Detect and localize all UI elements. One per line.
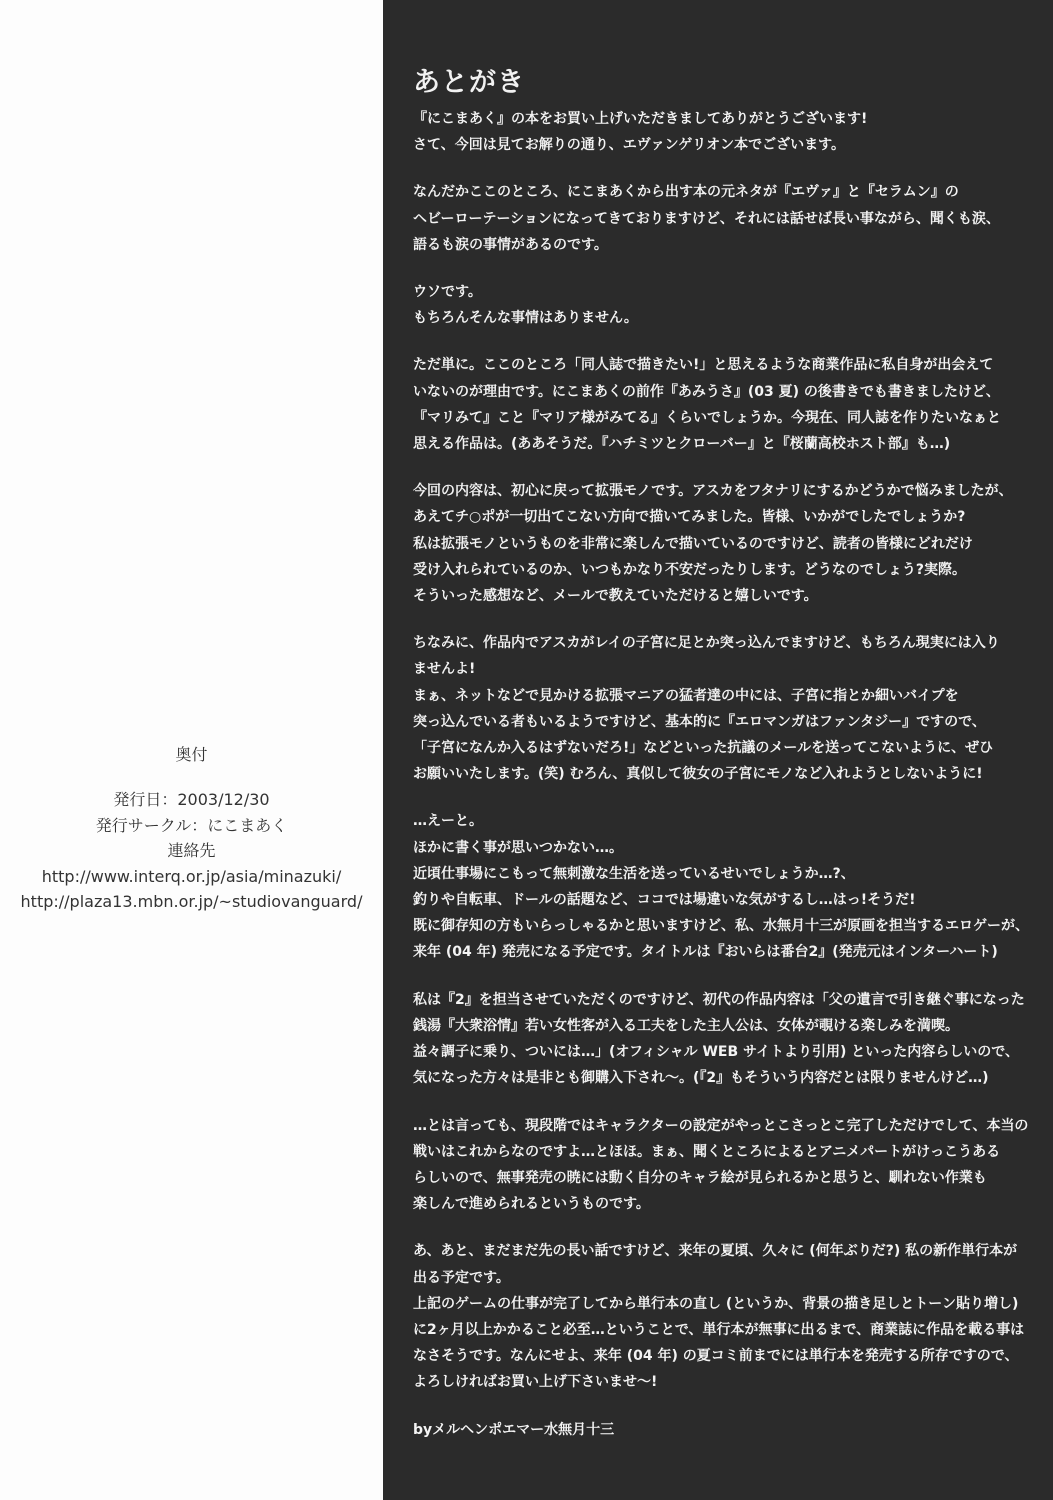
afterword-page (383, 0, 1053, 1500)
paragraph (413, 279, 1053, 331)
text-line: あえてチ○ポが一切出てこない方向で描いてみました。皆様、いかがでしたでしょうか? (413, 509, 966, 526)
paragraph (413, 1238, 1053, 1395)
text-line: 『マリみて』こと『マリア様がみてる』くらいでしょうか。今現在、同人誌を作りたいなぁと (413, 409, 1001, 426)
text-line: 気になった方々は是非とも御購入下され〜。(『2』もそういう内容だとは限りませんけど…) (413, 1070, 989, 1087)
text-line: いないのが理由です。にこまあくの前作『あみうさ』(03 夏) の後書きでも書きましたけど、 (413, 383, 1000, 400)
text-line: よろしければお買い上げ下さいませ〜! (413, 1374, 658, 1391)
paragraph (413, 1113, 1053, 1218)
contact-url: http://plaza13.mbn.or.jp/~studiovanguard/ (20, 892, 363, 911)
text-line: ただ単に。ここのところ「同人誌で描きたい!」と思えるような商業作品に私自身が出会えて (413, 357, 994, 374)
text-line: 受け入れられているのか、いつもかなり不安だったりします。どうなのでしょう?実際。 (413, 561, 966, 578)
text-line: まぁ、ネットなどで見かける拡張マニアの猛者達の中には、子宮に指とか細いバイプを (413, 687, 959, 704)
text-line: 近頃仕事場にこもって無刺激な生活を送っているせいでしょうか…?、 (413, 865, 855, 882)
afterword-body (413, 106, 1053, 1464)
text-line: 上記のゲームの仕事が完了してから単行本の直し (というか、背景の描き足しとトーン貼り増し) (413, 1295, 1019, 1312)
contact-url: http://www.interq.or.jp/asia/minazuki/ (41, 866, 342, 886)
text-line: …とは言っても、現段階ではキャラクターの設定がやっとこさっとこ完了しただけでして、本当の (413, 1117, 1029, 1134)
contact-label: 連絡先 (167, 841, 216, 860)
text-line: らしいので、無事発売の暁には動く自分のキャラ絵が見られるかと思うと、馴れない作業も (413, 1169, 987, 1186)
text-line: ほかに書く事が思いつかない…。 (413, 839, 623, 856)
text-line: ヘビーローテーションになってきておりますけど、それには話せば長い事ながら、聞くも涙、 (413, 210, 1000, 227)
afterword-title: あとがき (413, 67, 525, 98)
text-line: ウソです。 (413, 284, 482, 301)
text-line: あ、あと、まだまだ先の長い話ですけど、来年の夏頃、久々に (何年ぶりだ?) 私の新作単行本が (413, 1243, 1018, 1260)
text-line: さて、今回は見てお解りの通り、エヴァンゲリオン本でございます。 (413, 137, 846, 154)
text-line: 私は拡張モノというものを非常に楽しんで描いているのですけど、読者の皆様にどれだけ (413, 535, 973, 552)
text-line: もちろんそんな事情はありません。 (413, 310, 638, 327)
paragraph (413, 179, 1053, 258)
text-line: 今回の内容は、初心に戻って拡張モノです。アスカをフタナリにするかどうかで悩みましたが、 (413, 483, 1013, 500)
text-line: 思える作品は。(ああそうだ。『ハチミツとクローバー』と『桜蘭高校ホスト部』も…) (413, 436, 951, 453)
text-line: お願いいたします。(笑) むろん、真似して彼女の子宮にモノなど入れようとしないように! (413, 766, 983, 783)
publishing-circle: 発行サークル：にこまあく (95, 815, 288, 835)
paragraph (413, 478, 1053, 609)
signature: byメルヘンポエマー水無月十三 (413, 1421, 615, 1438)
text-line: そういった感想など、メールで教えていただけると嬉しいです。 (413, 588, 818, 605)
paragraph (413, 808, 1053, 965)
text-line: 戦いはこれからなのですよ…とほほ。まぁ、聞くところによるとアニメパートがけっこうある (413, 1143, 1001, 1160)
text-line: に2ヶ月以上かかること必至…ということで、単行本が無事に出るまで、商業誌に作品を載る事は (413, 1321, 1025, 1338)
text-line: 釣りや自転車、ドールの話題など、ココでは場違いな気がするし…はっ!そうだ! (413, 892, 916, 909)
paragraph (413, 630, 1053, 787)
text-line: 『にこまあく』の本をお買い上げいただきましてありがとうございます! (413, 111, 868, 127)
text-line: 突っ込んでいる者もいるようですけど、基本的に『エロマンガはファンタジー』ですので、 (413, 713, 986, 730)
paragraph (413, 987, 1053, 1092)
text-line: 私は『2』を担当させていただくのですけど、初代の作品内容は「父の遺言で引き継ぐ事になった (413, 991, 1025, 1008)
text-line: ちなみに、作品内でアスカがレイの子宮に足とか突っ込んでますけど、もちろん現実には入り (413, 635, 1000, 652)
colophon-heading: 奥付 (175, 745, 208, 764)
text-line: 来年 (04 年) 発売になる予定です。タイトルは『おいらは番台2』(発売元はインターハート) (413, 944, 998, 961)
text-line: 銭湯『大衆浴情』若い女性客が入る工夫をした主人公は、女体が覗ける楽しみを満喫。 (413, 1017, 959, 1034)
publish-date: 発行日：2003/12/30 (113, 790, 270, 809)
colophon-page (0, 0, 383, 1500)
paragraph (413, 106, 1053, 158)
text-line: ませんよ! (413, 661, 476, 678)
text-line: なんだかここのところ、にこまあくから出す本の元ネタが『エヴァ』と『セラムン』の (413, 184, 959, 201)
text-line: 既に御存知の方もいらっしゃるかと思いますけど、私、水無月十三が原画を担当するエロゲーが、 (413, 918, 1029, 935)
text-line: 益々調子に乗り、ついには…」(オフィシャル WEB サイトより引用) といった内容らしいので、 (413, 1044, 1020, 1061)
paragraph (413, 352, 1053, 457)
text-line: 語るも涙の事情があるのです。 (413, 236, 608, 253)
text-line: 「子宮になんか入るはずないだろ!」などといった抗議のメールを送ってこないように、ぜひ (413, 740, 994, 757)
text-line: 出る予定です。 (413, 1269, 510, 1286)
text-line: なさそうです。なんにせよ、来年 (04 年) の夏コミ前までには単行本を発売する所存ですので、 (413, 1348, 1019, 1365)
text-line: …えーと。 (413, 813, 483, 830)
colophon (0, 742, 383, 915)
text-line: 楽しんで進められるというものです。 (413, 1196, 650, 1213)
